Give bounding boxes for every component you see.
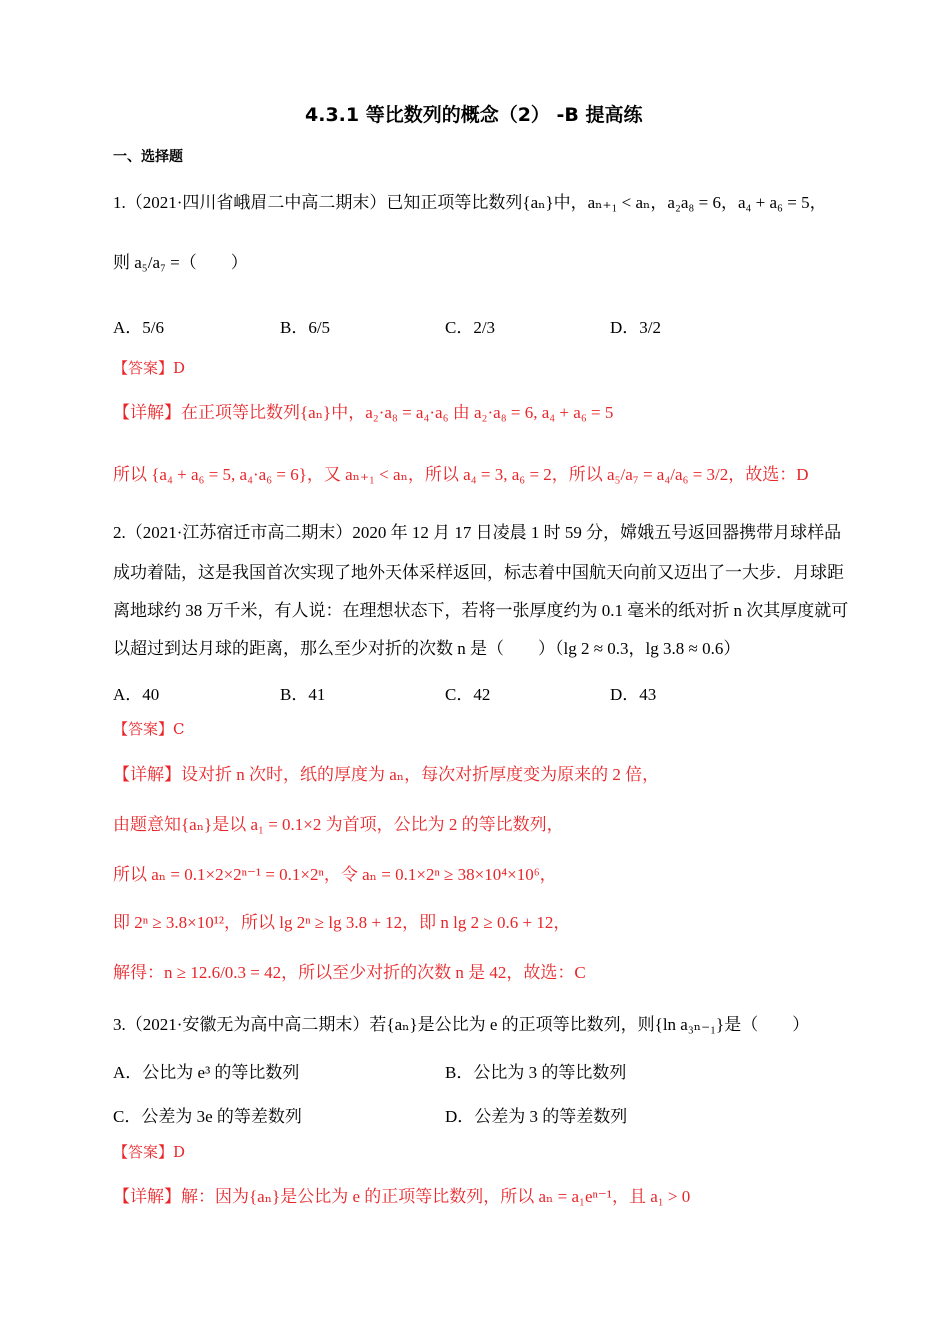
q1-stem-2: 则 a₅/a₇ =（ ） bbox=[113, 253, 248, 272]
q1-answer: 【答案】D bbox=[113, 359, 186, 377]
q3-detail: 【详解】解：因为{aₙ}是公比为 e 的正项等比数列，所以 aₙ = a₁eⁿ⁻¹，且 a₁ > 0 bbox=[113, 1187, 691, 1206]
q1-stem: 1.（2021·四川省峨眉二中高二期末）已知正项等比数列{aₙ}中，aₙ₊₁ < aₙ，a₂a₈ = 6，a₄ + a₆ = 5， bbox=[113, 193, 827, 212]
q2-detail-4: 即 2ⁿ ≥ 3.8×10¹²，所以 lg 2ⁿ ≥ lg 3.8 + 12，即 n lg 2 ≥ 0.6 + 12， bbox=[113, 913, 571, 932]
q2-option-c: C．42 bbox=[445, 685, 491, 704]
q1-option-a: A．5/6 bbox=[113, 318, 164, 337]
q2-detail-3: 所以 aₙ = 0.1×2×2ⁿ⁻¹ = 0.1×2ⁿ，令 aₙ = 0.1×2ⁿ ≥ 38×10⁴×10⁶， bbox=[113, 865, 557, 884]
q2-option-b: B．41 bbox=[280, 685, 326, 704]
q2-stem-3: 离地球约 38 万千米，有人说：在理想状态下，若将一张厚度约为 0.1 毫米的纸对折 n 次其厚度就可 bbox=[113, 601, 849, 620]
q2-detail-2: 由题意知{aₙ}是以 a₁ = 0.1×2 为首项，公比为 2 的等比数列， bbox=[113, 815, 564, 834]
q1-detail-2: 所以 {a₄ + a₆ = 5, a₄·a₆ = 6}，又 aₙ₊₁ < aₙ，所以 a₄ = 3, a₆ = 2，所以 a₅/a₇ = a₄/a₆ = 3/2，故选：D bbox=[113, 465, 809, 484]
q2-stem-4: 以超过到达月球的距离，那么至少对折的次数 n 是（ ）（lg 2 ≈ 0.3，lg 3.8 ≈ 0.6） bbox=[113, 639, 741, 658]
q2-detail-1: 【详解】设对折 n 次时，纸的厚度为 aₙ，每次对折厚度变为原来的 2 倍， bbox=[113, 765, 660, 784]
q1-detail-1: 【详解】在正项等比数列{aₙ}中，a₂·a₈ = a₄·a₆ 由 a₂·a₈ = 6, a₄ + a₆ = 5 bbox=[113, 403, 614, 422]
q2-option-a: A．40 bbox=[113, 685, 160, 704]
q3-stem: 3.（2021·安徽无为高中高二期末）若{aₙ}是公比为 e 的正项等比数列，则{ln a₃ₙ₋₁}是（ ） bbox=[113, 1015, 810, 1034]
q3-answer: 【答案】D bbox=[113, 1143, 186, 1161]
q2-option-d: D．43 bbox=[610, 685, 657, 704]
q3-option-b: B．公比为 3 的等比数列 bbox=[445, 1063, 627, 1082]
q3-option-c: C．公差为 3e 的等差数列 bbox=[113, 1107, 302, 1126]
q2-stem-1: 2.（2021·江苏宿迁市高二期末）2020 年 12 月 17 日凌晨 1 时 59 分，嫦娥五号返回器携带月球样品 bbox=[113, 523, 842, 542]
q1-option-d: D．3/2 bbox=[610, 318, 661, 337]
q2-detail-5: 解得：n ≥ 12.6/0.3 = 42，所以至少对折的次数 n 是 42，故选：C bbox=[113, 963, 586, 982]
q2-stem-2: 成功着陆，这是我国首次实现了地外天体采样返回，标志着中国航天向前又迈出了一大步．月球距 bbox=[113, 563, 844, 582]
q3-option-a: A．公比为 e³ 的等比数列 bbox=[113, 1063, 300, 1082]
q2-answer: 【答案】C bbox=[113, 720, 185, 738]
page-title: 4.3.1 等比数列的概念（2） -B 提高练 bbox=[305, 104, 643, 126]
q1-option-b: B．6/5 bbox=[280, 318, 331, 337]
q1-option-c: C．2/3 bbox=[445, 318, 496, 337]
section-heading: 一、选择题 bbox=[113, 149, 183, 165]
q3-option-d: D．公差为 3 的等差数列 bbox=[445, 1107, 628, 1126]
